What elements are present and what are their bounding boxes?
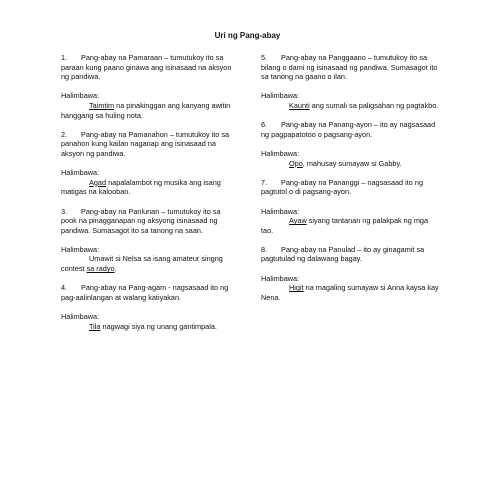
document-title: Uri ng Pang-abay	[214, 31, 281, 40]
adverb-type-3-example: Umawit si Nelsa sa isang amateur singng contest sa radyo.	[61, 254, 223, 274]
example-label: Halimbawa:	[61, 168, 100, 178]
example-label: Halimbawa:	[261, 91, 300, 101]
adverb-type-4-example: Tila nagwagi siya ng unang gantimpala.	[89, 321, 217, 331]
adverb-type-2-definition: 2. Pang-abay na Pamanahon – tumutukoy ito sa panahon kung kailan naganap ang isinasaad na aksyon ng pandiwa.	[61, 129, 230, 158]
example-adverb: Ayaw	[289, 216, 307, 226]
adverb-type-6-definition: 6. Pang-abay na Panang-ayon – ito ay nagsasaad ng pagpapatotoo o pagsang-ayon.	[261, 120, 436, 139]
example-label: Halimbawa:	[261, 206, 300, 216]
adverb-type-5-example: Kaunti ang sumali sa paligsahan ng pagtakbo.	[289, 100, 439, 110]
adverb-type-5-definition: 5. Pang-abay na Panggaano – tumutukoy ito sa bilang o dami ng isinasaad ng pandiwa. Sumasagot ito sa tanong na gaano o ilan.	[261, 53, 438, 82]
example-adverb: Agad	[89, 177, 107, 187]
example-adverb: Taimtim	[89, 100, 115, 110]
example-adverb: Tila	[89, 321, 101, 331]
example-adverb: Kaunti	[289, 100, 310, 110]
adverb-type-1-definition: 1. Pang-abay na Pamaraan – tumutukoy ito sa paraan kung paano ginawa ang isinasaad na aksyon ng pandiwa.	[61, 53, 232, 82]
example-label: Halimbawa:	[61, 312, 100, 322]
adverb-type-6-example: Opo, mahusay sumayaw si Gabby.	[289, 158, 402, 168]
adverb-type-3-definition: 3. Pang-abay na Panlunan – tumutukoy ito sa pook na pinagganapan ng aksyong isinasaad ng pandiwa. Sumasagot ito sa tanong na saan.	[61, 206, 221, 235]
adverb-type-8-example: Higit na magaling sumayaw si Anna kaysa kay Nena.	[261, 283, 439, 302]
example-adverb: sa radyo	[86, 264, 115, 274]
right-column	[261, 53, 441, 312]
adverb-type-2-example: Agad napalalambot ng musika ang isang matigas na kalooban.	[61, 177, 221, 197]
example-adverb: Higit	[289, 283, 304, 293]
left-column	[61, 53, 237, 341]
adverb-type-4-definition: 4. Pang-abay na Pang-agam - nagsasaad ito ng pag-aalinlangan at walang katiyakan.	[61, 283, 229, 302]
example-label: Halimbawa:	[61, 244, 100, 254]
adverb-type-8-definition: 8. Pang-abay na Panulad – ito ay ginagamit sa pagtutulad ng dalawang bagay.	[261, 244, 425, 264]
example-label: Halimbawa:	[61, 91, 100, 101]
example-label: Halimbawa:	[261, 148, 300, 158]
example-adverb: Opo	[289, 158, 303, 168]
adverb-type-7-example: Ayaw siyang tantanan ng palakpak ng mga tao.	[261, 216, 429, 235]
adverb-type-1-example: Taimtim na pinakinggan ang kanyang awitin hanggang sa huling nota.	[61, 100, 231, 120]
adverb-type-7-definition: 7. Pang-abay na Pananggi – nagsasaad ito ng pagtutol o di pagsang-ayon.	[261, 177, 423, 197]
example-label: Halimbawa:	[261, 273, 300, 283]
